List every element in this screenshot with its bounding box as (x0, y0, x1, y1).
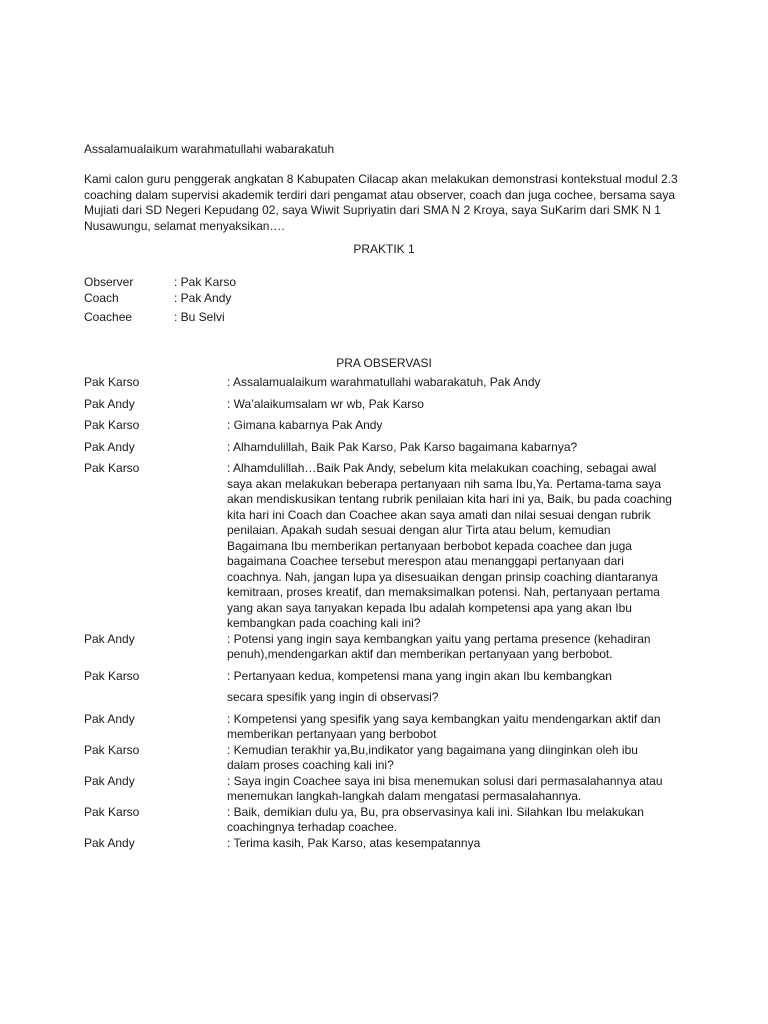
speaker: Pak Andy (84, 835, 135, 850)
speaker: Pak Andy (84, 711, 135, 726)
utterance: : Alhamdulillah, Baik Pak Karso, Pak Karso bagaimana kabarnya? (227, 439, 578, 454)
dialogue-line (84, 774, 684, 805)
dialogue (84, 375, 684, 851)
speaker: Pak Andy (84, 439, 135, 454)
greeting: Assalamualaikum warahmatullahi wabarakatuh (84, 142, 335, 156)
utterance: : Alhamdulillah…Baik Pak Andy, sebelum kita melakukan coaching, sebagai awal saya akan melakukan beberapa pertanyaan nih sama Ibu,Ya. Pertama-tama saya akan mendiskusikan tentang rubrik penilaian kita hari ini ya, Baik, bu pada coaching kita hari ini Coach dan Coachee akan saya amati dan nilai sesuai dengan rubrik penilaian. Apakah sudah sesuai dengan alur Tirta atau belum, kemudian Bagaimana Ibu memberikan pertanyaan berbobot kepada coachee dan juga bagaimana Coachee tersebut merespon atau menanggapi pertanyaan dari coachnya. Nah, jangan lupa ya disesuaikan dengan prinsip coaching diantaranya kemitraan, proses kreatif, dan memaksimalkan potensi. Nah, pertanyaan pertama yang akan saya tanyakan kepada Ibu adalah kompetensi apa yang akan Ibu kembangkan pada coaching kali ini? (227, 461, 672, 630)
dialogue-line (84, 805, 684, 836)
role-name: : Pak Karso (174, 275, 237, 289)
dialogue-line (84, 375, 684, 391)
utterance: : Gimana kabarnya Pak Andy (227, 418, 383, 432)
dialogue-line (84, 440, 684, 456)
dialogue-line (84, 632, 684, 663)
speaker: Pak Karso (84, 742, 140, 757)
utterance: : Pertanyaan kedua, kompetensi mana yang ingin akan Ibu kembangkan (227, 668, 612, 683)
utterance: : Wa’alaikumsalam wr wb, Pak Karso (227, 396, 424, 411)
utterance: : Kompetensi yang spesifik yang saya kembangkan yaitu mendengarkan aktif dan memberikan pertanyaan yang berbobot (227, 711, 661, 741)
speaker: Pak Andy (84, 396, 135, 411)
dialogue-line (84, 743, 684, 774)
intro-paragraph: Kami calon guru penggerak angkatan 8 Kabupaten Cilacap akan melakukan demonstrasi kontekstual modul 2.3 coaching dalam supervisi akademik terdiri dari pengamat atau observer, coach dan juga cochee, bersama saya Mujiati dari SD Negeri Kepudang 02, saya Wiwit Supriyatin dari SMA N 2 Kroya, saya SuKarim dari SMK N 1 Nusawungu, selamat menyaksikan…. (84, 172, 678, 233)
utterance: : Terima kasih, Pak Karso, atas kesempatannya (227, 835, 481, 850)
dialogue-line (84, 397, 684, 413)
dialogue-line (84, 461, 684, 632)
praktik-title: PRAKTIK 1 (353, 242, 415, 256)
speaker: Pak Karso (84, 418, 140, 432)
speaker: Pak Andy (84, 773, 135, 788)
role-label: Coach (84, 291, 119, 305)
dialogue-line (84, 669, 684, 706)
role-label: Observer (84, 275, 134, 289)
speaker: Pak Karso (84, 668, 140, 683)
speaker: Pak Karso (84, 375, 140, 389)
utterance-continued: secara spesifik yang ingin di observasi? (227, 690, 439, 704)
dialogue-line (84, 712, 684, 743)
role-label: Coachee (84, 310, 133, 324)
utterance: : Saya ingin Coachee saya ini bisa menemukan solusi dari permasalahannya atau menemukan langkah-langkah dalam mengatasi permasalahannya. (227, 773, 663, 803)
utterance: : Baik, demikian dulu ya, Bu, pra observasinya kali ini. Silahkan Ibu melakukan coachingnya terhadap coachee. (227, 804, 644, 834)
dialogue-line (84, 836, 684, 852)
role-name: : Pak Andy (174, 291, 232, 305)
speaker: Pak Andy (84, 631, 135, 646)
section-title: PRA OBSERVASI (336, 356, 432, 370)
role-name: : Bu Selvi (174, 310, 225, 324)
dialogue-line (84, 418, 684, 434)
utterance: : Potensi yang ingin saya kembangkan yaitu yang pertama presence (kehadiran penuh),mendengarkan aktif dan memberikan pertanyaan yang berbobot. (227, 631, 651, 661)
speaker: Pak Karso (84, 461, 140, 475)
speaker: Pak Karso (84, 804, 140, 819)
utterance: : Assalamualaikum warahmatullahi wabarakatuh, Pak Andy (227, 375, 541, 389)
utterance: : Kemudian terakhir ya,Bu,indikator yang bagaimana yang diinginkan oleh ibu dalam proses coaching kali ini? (227, 742, 638, 772)
